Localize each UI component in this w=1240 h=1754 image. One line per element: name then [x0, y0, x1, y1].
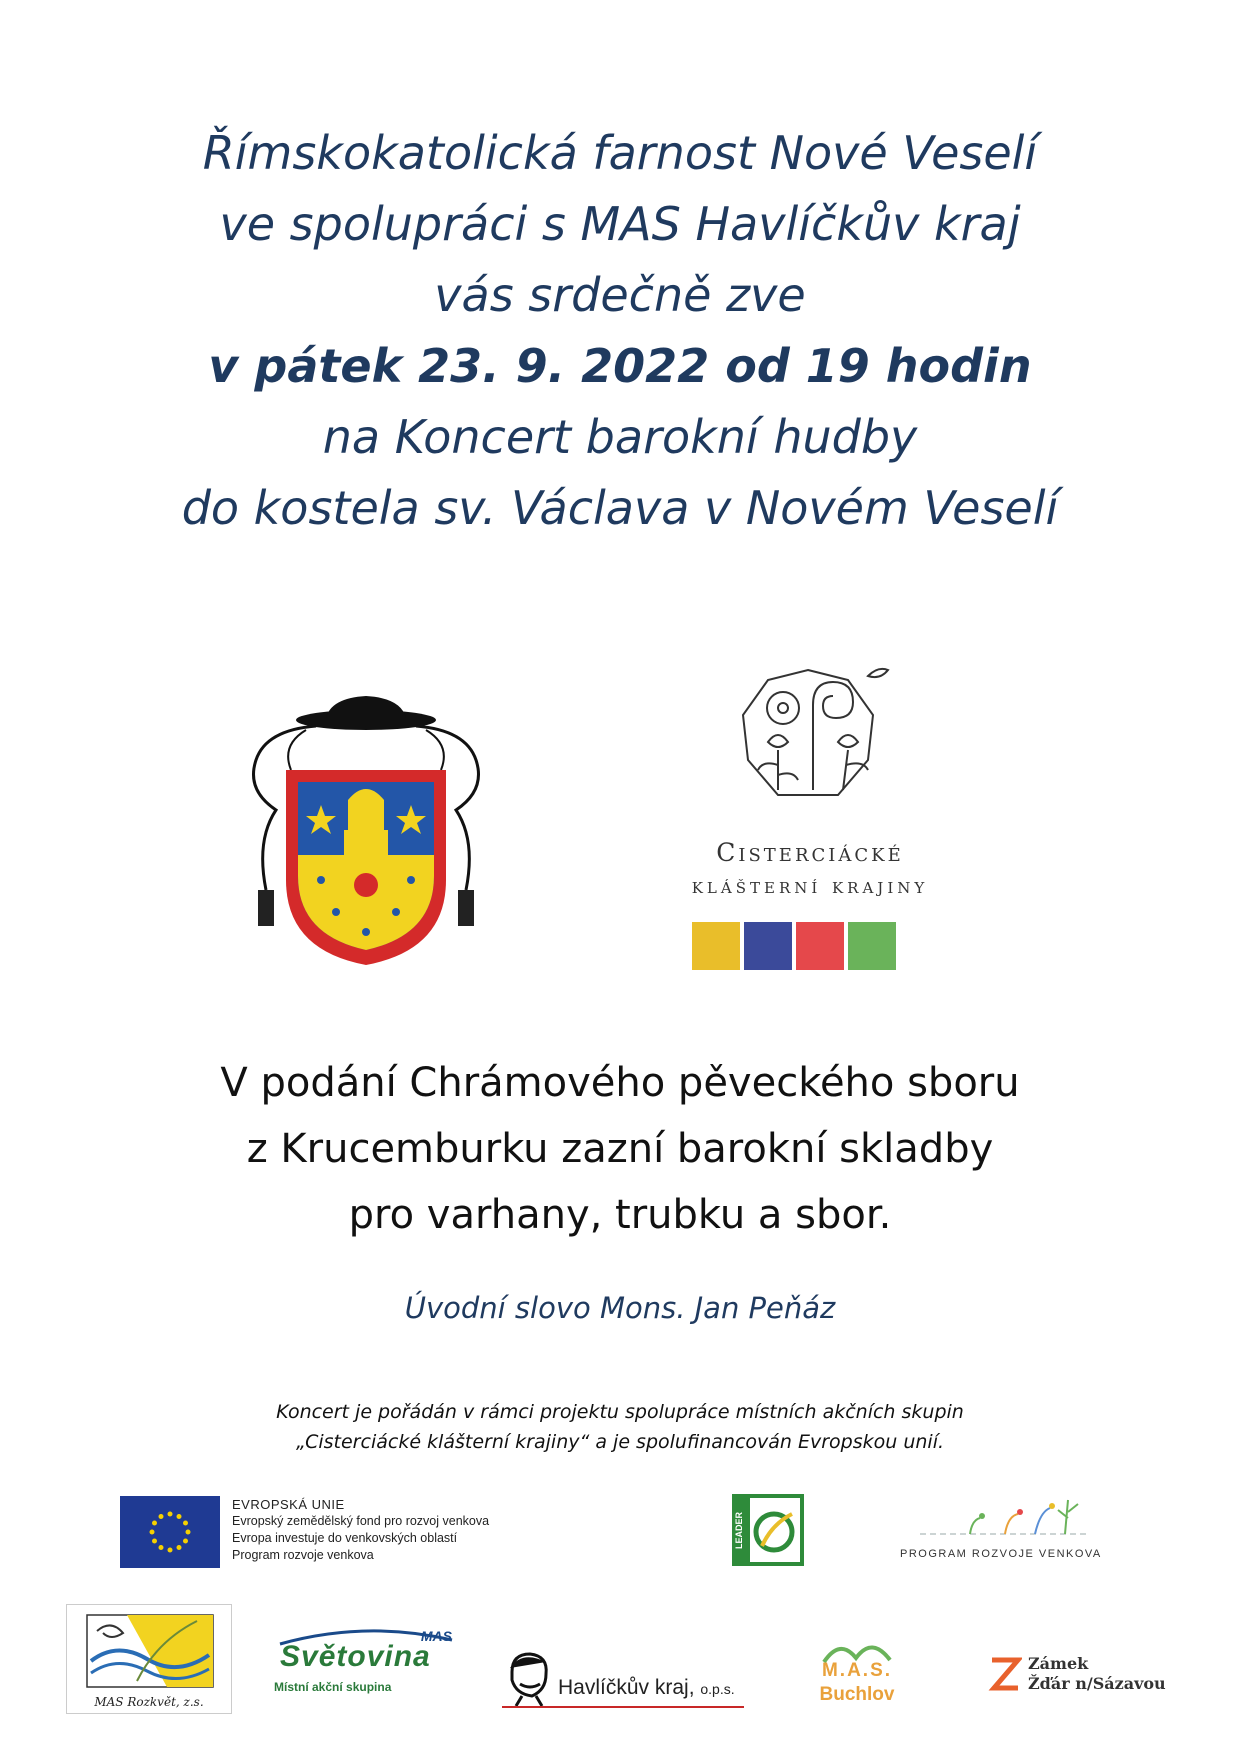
invitation-line-3: vás srdečně zve: [434, 268, 806, 322]
eu-line-2: Evropa investuje do venkovských oblastí: [232, 1531, 458, 1545]
performance-line-3: pro varhany, trubku a sbor.: [348, 1192, 892, 1238]
color-squares: [692, 922, 896, 970]
intro-speaker: Úvodní slovo Mons. Jan Peňáz: [404, 1291, 836, 1325]
color-square-red: [796, 922, 844, 970]
funding-note-line-1: Koncert je pořádán v rámci projektu spolupráce místních akčních skupin: [276, 1401, 964, 1423]
mas-svetovina-logo: [268, 1618, 464, 1698]
zamek-line-2: Žďár n/Sázavou: [1028, 1674, 1166, 1693]
invitation-line-5: na Koncert barokní hudby: [322, 410, 918, 464]
leader-logo: [732, 1494, 804, 1566]
color-square-blue: [744, 922, 792, 970]
eu-head: EVROPSKÁ UNIE: [232, 1497, 345, 1512]
coat-of-arms-icon: [236, 690, 496, 970]
rozkvet-emblem-icon: [77, 1611, 223, 1691]
cistercian-title-line-1: Cisterciácké: [716, 838, 904, 867]
havlickuv-underline: [502, 1706, 744, 1708]
eu-flag-icon: [120, 1496, 220, 1568]
prv-plants-icon: [900, 1490, 1100, 1546]
zamek-z-icon: [988, 1654, 1022, 1694]
invitation-line-1: Římskokatolická farnost Nové Veselí: [202, 126, 1038, 180]
performance-line-1: V podání Chrámového pěveckého sboru: [220, 1060, 1020, 1106]
prv-logo: [900, 1490, 1100, 1560]
funding-note-line-2: „Cisterciácké klášterní krajiny“ a je spolufinancován Evropskou unií.: [295, 1431, 945, 1453]
havlickuv-kraj-logo: [502, 1646, 752, 1716]
cistercian-emblem-icon: [718, 660, 898, 820]
invitation-line-6: do kostela sv. Václava v Novém Veselí: [181, 481, 1059, 535]
mas-buchlov-logo: [812, 1636, 902, 1716]
leader-text: LEADER: [734, 1511, 744, 1549]
svetovina-sub: Místní akční skupina: [274, 1680, 392, 1694]
havlicek-portrait-icon: [502, 1650, 554, 1706]
performance-line-2: z Krucemburku zazní barokní skladby: [246, 1126, 994, 1172]
svetovina-name: Světovina: [280, 1640, 431, 1673]
eu-line-3: Program rozvoje venkova: [232, 1548, 374, 1562]
color-square-yellow: [692, 922, 740, 970]
funding-note: [0, 1397, 1240, 1457]
eu-logo: [120, 1496, 520, 1568]
buchlov-name: Buchlov: [819, 1684, 895, 1705]
rozkvet-label: MAS Rozkvět, z.s.: [94, 1695, 204, 1709]
havlickuv-name: Havlíčkův kraj,: [558, 1676, 695, 1699]
prv-label: PROGRAM ROZVOJE VENKOVA: [900, 1548, 1102, 1560]
zamek-line-1: Zámek: [1028, 1654, 1089, 1673]
svetovina-mas: MAS: [420, 1628, 452, 1644]
cistercian-title-line-2: klášterní krajiny: [691, 874, 929, 898]
buchlov-mas: M.A.S.: [821, 1660, 893, 1681]
invitation-line-2: ve spolupráci s MAS Havlíčkův kraj: [219, 197, 1021, 251]
performance-block: [0, 1050, 1240, 1248]
zamek-zdar-logo: [988, 1650, 1168, 1710]
invitation-block: [0, 118, 1240, 544]
eu-line-1: Evropský zemědělský fond pro rozvoj venkova: [232, 1514, 490, 1528]
havlickuv-suffix: o.p.s.: [700, 1681, 735, 1697]
cistercian-logo: [650, 660, 970, 980]
event-date: v pátek 23. 9. 2022 od 19 hodin: [208, 339, 1032, 393]
color-square-green: [848, 922, 896, 970]
mas-rozkvet-logo: [66, 1604, 232, 1714]
